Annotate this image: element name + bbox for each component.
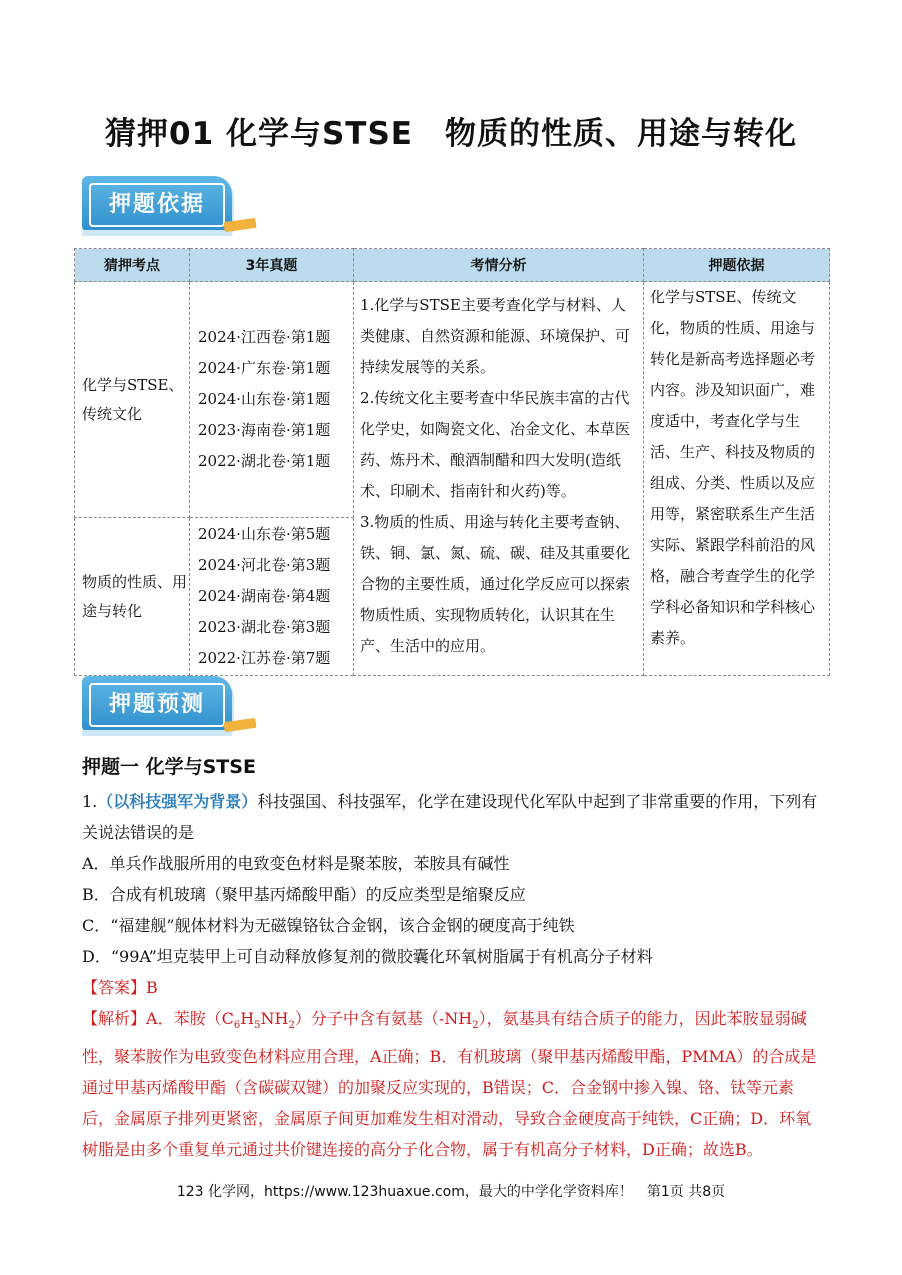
year-item: 2022·江苏卷·第7题 bbox=[198, 649, 331, 667]
banner-label: 押题依据 bbox=[89, 183, 225, 227]
answer-line bbox=[82, 972, 822, 1003]
year-item: 2024·江西卷·第1题 bbox=[198, 328, 331, 346]
option-c: C．“福建舰”舰体材料为无磁镍铬钛合金钢，该合金钢的硬度高于纯铁 bbox=[82, 916, 575, 935]
formula-sub: 5 bbox=[254, 1020, 261, 1032]
topic-cell: 化学与STSE、传统文化 bbox=[75, 282, 190, 518]
option-d: D．“99A”坦克装甲上可自动释放修复剂的微胶囊化环氧树脂属于有机高分子材料 bbox=[82, 947, 653, 966]
formula-sub: 2 bbox=[288, 1020, 295, 1032]
section-banner-prediction bbox=[82, 676, 257, 738]
year-item: 2024·广东卷·第1题 bbox=[198, 359, 331, 377]
section-heading: 押题一 化学与STSE bbox=[82, 756, 256, 778]
question-tag: （以科技强军为背景） bbox=[97, 792, 258, 811]
answer-label: 【答案】 bbox=[82, 978, 147, 997]
question-stem bbox=[82, 786, 822, 848]
option-a: A．单兵作战服所用的电致变色材料是聚苯胺，苯胺具有碱性 bbox=[82, 854, 510, 873]
table-header: 考情分析 bbox=[354, 249, 644, 282]
explanation-label: 【解析】 bbox=[82, 1009, 147, 1028]
option-b: B．合成有机玻璃（聚甲基丙烯酸甲酯）的反应类型是缩聚反应 bbox=[82, 885, 526, 904]
year-item: 2022·湖北卷·第1题 bbox=[198, 452, 331, 470]
topic-cell: 物质的性质、用途与转化 bbox=[75, 518, 190, 676]
explanation-text: ），氨基具有结合质子的能力，因此苯胺显弱碱性，聚苯胺作为电致变色材料应用合理，A正确；B．有机玻璃（聚甲基丙烯酸甲酯，PMMA）的合成是通过甲基丙烯酸甲酯（含碳碳双键）的加聚反应实现的，B错误；C．合金钢中掺入镍、铬、钛等元素后，金属原子排列更紧密，金属原子间更加难发生相对滑动，导致合金硬度高于纯铁，C正确；D．环氧树脂是由多个重复单元通过共价键连接的高分子化合物，属于有机高分子材料，D正确；故选B。 bbox=[82, 1009, 817, 1160]
years-cell bbox=[190, 518, 354, 676]
year-item: 2024·山东卷·第1题 bbox=[198, 390, 331, 408]
formula-part: H bbox=[240, 1009, 255, 1028]
year-item: 2024·山东卷·第5题 bbox=[198, 525, 331, 543]
formula bbox=[221, 1009, 295, 1032]
question-number: 1. bbox=[82, 792, 98, 811]
page-footer: 123 化学网，https://www.123huaxue.com，最大的中学化学资料库！ 第1页 共8页 bbox=[176, 1184, 726, 1200]
answer-value: B bbox=[146, 978, 158, 997]
page-title: 猜押01 化学与STSE 物质的性质、用途与转化 bbox=[105, 116, 797, 152]
formula-part: C bbox=[221, 1009, 234, 1028]
table-header-row bbox=[75, 249, 830, 282]
analysis-table bbox=[74, 248, 830, 676]
table-header: 猜押考点 bbox=[75, 249, 190, 282]
analysis-cell bbox=[354, 282, 644, 676]
option-list bbox=[82, 848, 822, 972]
analysis-point: 2.传统文化主要考查中华民族丰富的古代化学史，如陶瓷文化、冶金文化、本草医药、炼丹术、酿酒制醋和四大发明(造纸术、印刷术、指南针和火药)等。 bbox=[360, 389, 631, 500]
formula-part: NH bbox=[260, 1009, 289, 1028]
table-header: 3年真题 bbox=[190, 249, 354, 282]
analysis-point: 3.物质的性质、用途与转化主要考查钠、铁、铜、氯、氮、硫、碳、硅及其重要化合物的主要性质，通过化学反应可以探索物质性质、实现物质转化，认识其在生产、生活中的应用。 bbox=[360, 513, 631, 655]
year-item: 2024·河北卷·第3题 bbox=[198, 556, 331, 574]
question-text: 科技强国、科技强军，化学在建设现代化军队中起到了非常重要的作用，下列有关说法错误的是 bbox=[82, 792, 818, 842]
banner-label: 押题预测 bbox=[89, 683, 225, 727]
section-banner-basis bbox=[82, 176, 257, 238]
analysis-point: 1.化学与STSE主要考查化学与材料、人类健康、自然资源和能源、环境保护、可持续发展等的关系。 bbox=[360, 296, 631, 376]
table-header: 押题依据 bbox=[644, 249, 830, 282]
explanation-text: ）分子中含有氨基（-NH bbox=[294, 1009, 473, 1028]
year-item: 2024·湖南卷·第4题 bbox=[198, 587, 331, 605]
table-row bbox=[75, 282, 830, 518]
explanation bbox=[82, 1003, 822, 1165]
year-item: 2023·湖北卷·第3题 bbox=[198, 618, 331, 636]
formula-sub: 2 bbox=[472, 1020, 479, 1032]
basis-cell: 化学与STSE、传统文化，物质的性质、用途与转化是新高考选择题必考内容。涉及知识面广，难度适中，考查化学与生活、生产、科技及物质的组成、分类、性质以及应用等，紧密联系生产生活实际、紧跟学科前沿的风格，融合考查学生的化学学科必备知识和学科核心素养。 bbox=[644, 282, 830, 676]
formula-sub: 6 bbox=[233, 1020, 241, 1032]
explanation-text: A．苯胺（ bbox=[146, 1009, 222, 1028]
years-cell bbox=[190, 282, 354, 518]
year-item: 2023·海南卷·第1题 bbox=[198, 421, 331, 439]
